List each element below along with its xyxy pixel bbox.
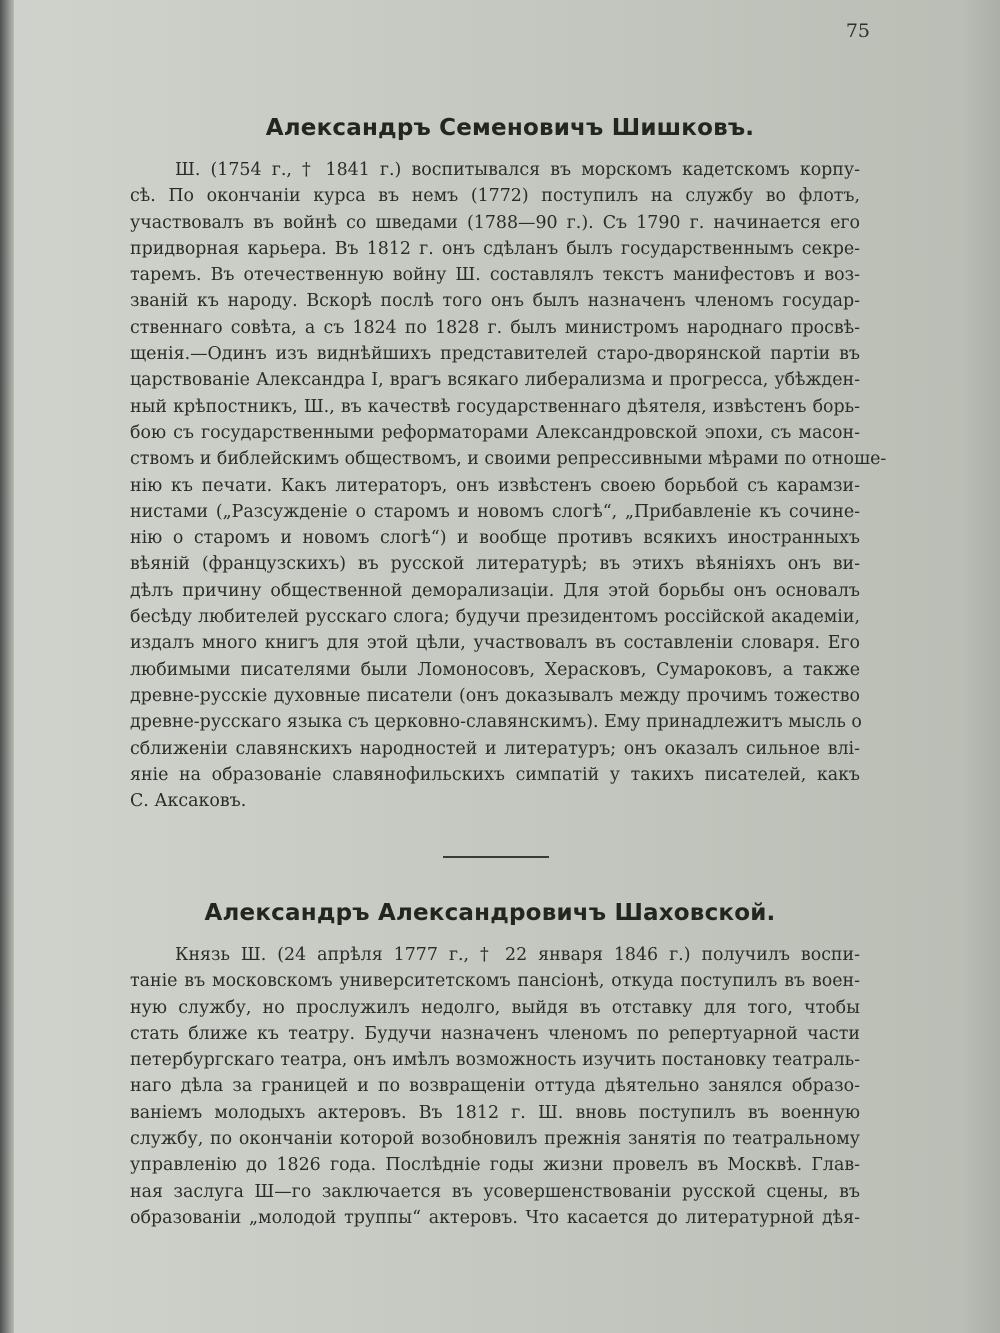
text-line: нію о старомъ и новомъ слогѣ“) и вообще противъ всякихъ иностранныхъ bbox=[130, 528, 860, 549]
text-line: дѣлъ причину общественной деморализаціи. Для этой борьбы онъ основалъ bbox=[130, 580, 860, 601]
text-line: нистами („Разсужденіе о старомъ и новомъ слогѣ“, „Прибавленіе къ сочине- bbox=[130, 501, 860, 522]
text-line: таремъ. Въ отечественную войну Ш. составлялъ текстъ манифестовъ и воз- bbox=[130, 265, 860, 286]
text-line: наго дѣла за границей и по возвращеніи оттуда дѣятельно занялся образо- bbox=[130, 1076, 860, 1097]
text-line: древне-русскаго языка съ церковно-славянскимъ). Ему принадлежитъ мысль о bbox=[130, 712, 862, 733]
text-line: издалъ много книгъ для этой цѣли, участвовалъ въ составленіи словаря. Его bbox=[130, 633, 860, 654]
text-line: ный крѣпостникъ, Ш., въ качествѣ государственнаго дѣятеля, извѣстенъ борь- bbox=[130, 396, 860, 417]
text-line: управленію до 1826 года. Послѣдніе годы жизни провелъ въ Москвѣ. Глав- bbox=[130, 1155, 860, 1176]
text-line: таніе въ московскомъ университетскомъ пансіонѣ, откуда поступилъ въ воен- bbox=[130, 971, 860, 992]
text-line: нію къ печати. Какъ литераторъ, онъ извѣстенъ своею борьбой съ карамзи- bbox=[130, 475, 860, 496]
text-line: вѣяній (французскихъ) въ русской литературѣ; въ этихъ вѣяніяхъ онъ ви- bbox=[130, 554, 860, 575]
text-line: ная заслуга Ш—го заключается въ усовершенствованіи русской сцены, въ bbox=[130, 1181, 860, 1202]
text-line: ваніемъ молодыхъ актеровъ. Въ 1812 г. Ш. вновь поступилъ въ военную bbox=[130, 1102, 860, 1123]
text-line: сближеніи славянскихъ народностей и литературъ; онъ оказалъ сильное влі- bbox=[130, 738, 860, 759]
text-line: древне-русскіе духовные писатели (онъ доказывалъ между прочимъ тожество bbox=[130, 685, 860, 706]
section-body-shishkov bbox=[130, 157, 887, 814]
text-line: службу, по окончаніи которой возобновилъ прежнія занятія по театральному bbox=[130, 1129, 860, 1150]
text-line: участвовалъ въ войнѣ со шведами (1788—90 г.). Съ 1790 г. начинается его bbox=[130, 212, 860, 233]
text-line: бою съ государственными реформаторами Александровской эпохи, съ масон- bbox=[130, 422, 860, 443]
text-line: ную службу, но прослужилъ недолго, выйдя въ отставку для того, чтобы bbox=[130, 997, 860, 1018]
text-line: Ш. (1754 г., † 1841 г.) воспитывался въ морскомъ кадетскомъ корпу- bbox=[175, 160, 860, 180]
text-line: званій къ народу. Вскорѣ послѣ того онъ былъ назначенъ членомъ государ- bbox=[130, 291, 860, 312]
text-line: ствомъ и библейскимъ обществомъ, и своими репрессивными мѣрами по отноше- bbox=[130, 449, 887, 470]
text-line: сѣ. По окончаніи курса въ немъ (1772) поступилъ на службу во флотъ, bbox=[130, 186, 860, 207]
text-line: образованіи „молодой труппы“ актеровъ. Что касается до литературной дѣя- bbox=[130, 1207, 860, 1228]
edge-shadow bbox=[960, 0, 1000, 1333]
text-line: стать ближе къ театру. Будучи назначенъ членомъ по репертуарной части bbox=[130, 1023, 860, 1044]
page-number: 75 bbox=[845, 20, 870, 42]
section-title-shakhovskoy: Александръ Александровичъ Шаховской. bbox=[204, 900, 776, 926]
text-line: петербургскаго театра, онъ имѣлъ возможность изучить постановку театраль- bbox=[130, 1050, 860, 1071]
page-gutter bbox=[0, 0, 14, 1333]
text-line: С. Аксаковъ. bbox=[130, 791, 247, 812]
text-line: бесѣду любителей русскаго слога; будучи президентомъ россійской академіи, bbox=[130, 607, 860, 628]
section-body-shakhovskoy bbox=[130, 942, 860, 1231]
text-line: Князь Ш. (24 апрѣля 1777 г., † 22 января 1846 г.) получилъ воспи- bbox=[175, 945, 860, 965]
text-line: любимыми писателями были Ломоносовъ, Херасковъ, Сумароковъ, а также bbox=[130, 659, 860, 680]
section-title-shishkov: Александръ Семеновичъ Шишковъ. bbox=[265, 115, 755, 141]
text-line: яніе на образованіе славянофильскихъ симпатій у такихъ писателей, какъ bbox=[130, 764, 860, 785]
text-line: придворная карьера. Въ 1812 г. онъ сдѣланъ былъ государственнымъ секре- bbox=[130, 238, 860, 259]
text-line: ственнаго совѣта, а съ 1824 по 1828 г. былъ министромъ народнаго просвѣ- bbox=[130, 317, 860, 338]
section-divider bbox=[443, 856, 549, 858]
text-line: царствованіе Александра I, врагъ всякаго либерализма и прогресса, убѣжден- bbox=[130, 370, 860, 391]
text-line: щенія.—Одинъ изъ виднѣйшихъ представителей старо-дворянской партіи въ bbox=[130, 344, 860, 365]
